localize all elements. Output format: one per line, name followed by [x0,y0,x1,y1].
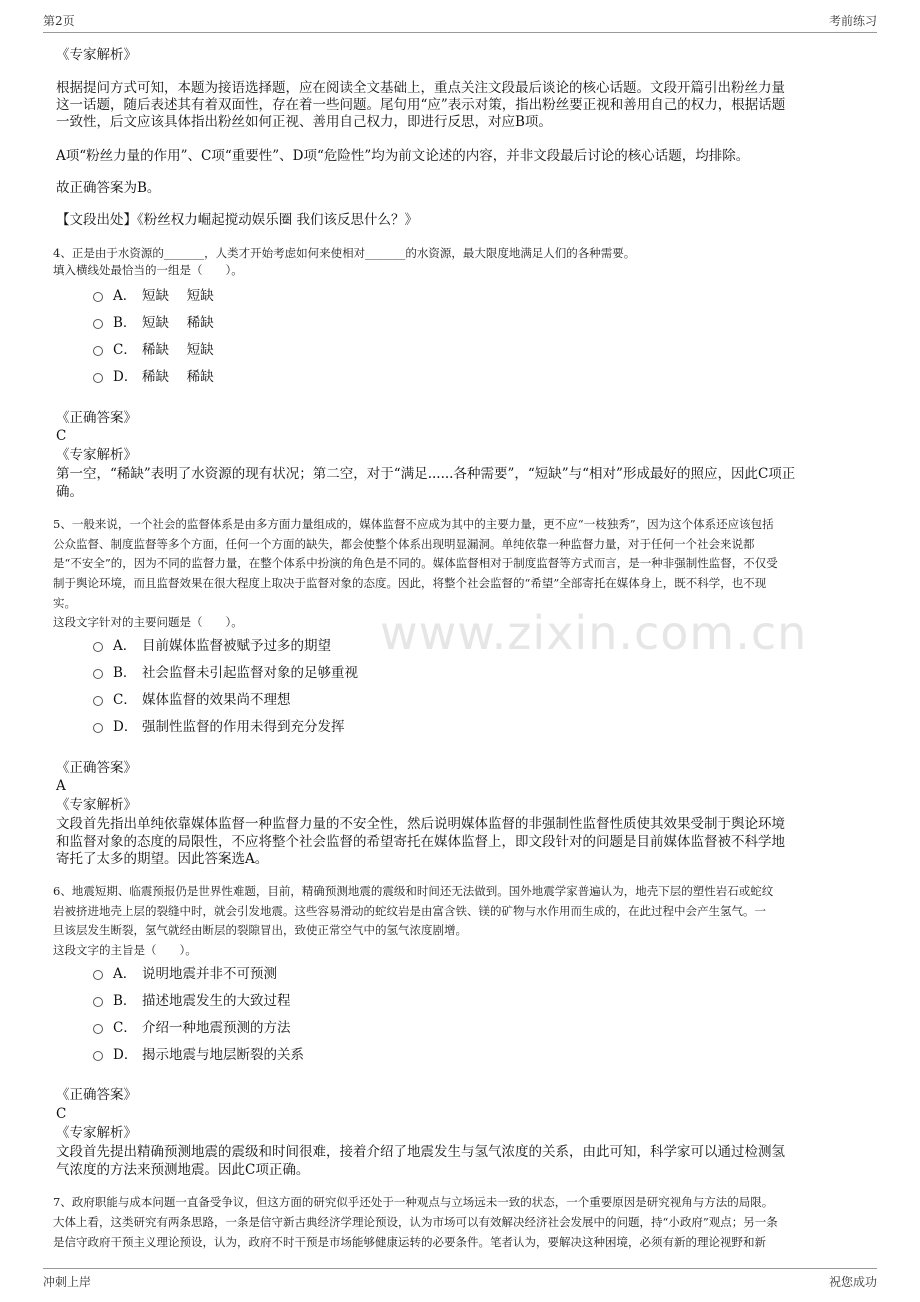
page-number: 第2页 [43,14,75,28]
radio-icon[interactable] [93,723,103,733]
q6-option-b[interactable]: B． 描述地震发生的大致过程 [93,993,291,1010]
q4-option-d[interactable]: D． 稀缺 稀缺 [93,369,214,386]
q4-option-a[interactable]: A． 短缺 短缺 [93,288,214,305]
radio-icon[interactable] [93,319,103,329]
q3-analysis-line3: 一致性，后文应该具体指出粉丝如何正视、善用自己权力，即进行反思，对应B项。 [56,114,552,130]
q4-answer-label: 《正确答案》 [56,410,137,426]
q5-analysis-line1: 文段首先指出单纯依靠媒体监督一种监督力量的不安全性，然后说明媒体监督的非强制性监督性质使其效果受制于舆论环境 [56,816,785,832]
radio-icon[interactable] [93,642,103,652]
q5-analysis-line2: 和监督对象的态度的局限性，不应将整个社会监督的希望寄托在媒体监督上，即文段针对的问题是目前媒体监督被不科学地 [56,834,785,850]
watermark: www.zixin.com.cn [380,606,808,660]
radio-icon[interactable] [93,970,103,980]
radio-icon[interactable] [93,373,103,383]
q6-stem-line1: 6、地震短期、临震预报仍是世界性难题，目前，精确预测地震的震级和时间还无法做到。国外地震学家普遍认为，地壳下层的塑性岩石或蛇纹 [53,884,774,898]
q5-stem-line4: 制于舆论环境，而且监督效果在很大程度上取决于监督对象的态度。因此，将整个社会监督的“希望”全部寄托在媒体身上，既不科学，也不现 [53,576,767,590]
q5-stem-line6: 这段文字针对的主要问题是（ ）。 [53,615,243,629]
q5-stem-line1: 5、一般来说，一个社会的监督体系是由多方面力量组成的，媒体监督不应成为其中的主要力量，更不应“一枝独秀”，因为这个体系还应该包括 [53,517,774,531]
radio-icon[interactable] [93,669,103,679]
q5-option-c[interactable]: C． 媒体监督的效果尚不理想 [93,692,291,709]
q4-analysis-line1: 第一空，“稀缺”表明了水资源的现有状况；第二空，对于“满足......各种需要”，“短缺”与“相对”形成最好的照应，因此C项正 [56,466,796,482]
q4-expert-label: 《专家解析》 [56,447,137,463]
radio-icon[interactable] [93,346,103,356]
q6-stem-line2: 岩被挤进地壳上层的裂缝中时，就会引发地震。这些容易滑动的蛇纹岩是由富含铁、镁的矿物与水作用而生成的，在此过程中会产生氢气。一 [53,904,766,918]
q5-option-b[interactable]: B． 社会监督未引起监督对象的足够重视 [93,665,358,682]
q6-stem-line4: 这段文字的主旨是（ ）。 [53,943,197,957]
q4-stem-line2: 填入横线处最恰当的一组是（ ）。 [53,263,243,277]
q6-option-d[interactable]: D． 揭示地震与地层断裂的关系 [93,1047,304,1064]
q5-answer-label: 《正确答案》 [56,760,137,776]
radio-icon[interactable] [93,1024,103,1034]
q6-expert-label: 《专家解析》 [56,1125,137,1141]
q6-answer: C [56,1106,67,1122]
q6-answer-label: 《正确答案》 [56,1087,137,1103]
q5-stem-line2: 公众监督、制度监督等多个方面，任何一个方面的缺失，都会使整个体系出现明显漏洞。单纯依靠一种监督力量，对于任何一个社会来说都 [53,537,755,551]
q4-answer: C [56,428,67,444]
radio-icon[interactable] [93,1051,103,1061]
q3-source: 【文段出处】《粉丝权力崛起搅动娱乐圈 我们该反思什么？》 [56,212,419,228]
q4-stem-line1: 4、正是由于水资源的_______，人类才开始考虑如何来使相对_______的水资源，最大限度地满足人们的各种需要。 [53,246,636,260]
q4-option-b[interactable]: B． 短缺 稀缺 [93,315,214,332]
q3-analysis-p3: 故正确答案为B。 [56,180,161,196]
q7-stem-line1: 7、政府职能与成本问题一直备受争议，但这方面的研究似乎还处于一种观点与立场远未一致的状态，一个重要原因是研究视角与方法的局限。 [53,1195,774,1209]
q7-stem-line3: 是信守政府干预主义理论预设，认为，政府不时干预是市场能够健康运转的必要条件。笔者认为，要解决这种困境，必须有新的理论视野和新 [53,1235,766,1249]
q5-analysis-line3: 寄托了太多的期望。因此答案选A。 [56,851,269,867]
q5-option-a[interactable]: A． 目前媒体监督被赋予过多的期望 [93,638,331,655]
q6-stem-line3: 旦该层发生断裂，氢气就经由断层的裂隙冒出，致使正常空气中的氢气浓度剧增。 [53,923,467,937]
q4-analysis-line2: 确。 [56,484,83,500]
header-title: 考前练习 [828,14,877,28]
q6-option-c[interactable]: C． 介绍一种地震预测的方法 [93,1020,291,1037]
q5-stem-line3: 是“不安全”的，因为不同的监督力量，在整个体系中扮演的角色是不同的。媒体监督相对于制度监督等方式而言，是一种非强制性监督，不仅受 [53,556,778,570]
q5-stem-line5: 实。 [53,596,76,610]
q5-option-d[interactable]: D． 强制性监督的作用未得到充分发挥 [93,719,345,736]
radio-icon[interactable] [93,696,103,706]
q3-expert-label: 《专家解析》 [56,47,137,63]
q5-answer: A [56,778,66,794]
q7-stem-line2: 大体上看，这类研究有两条思路，一条是信守新古典经济学理论预设，认为市场可以有效解决经济社会发展中的问题，持“小政府”观点；另一条 [53,1215,778,1229]
footer-right-text: 祝您成功 [828,1275,877,1289]
q6-analysis-line2: 气浓度的方法来预测地震。因此C项正确。 [56,1162,310,1178]
radio-icon[interactable] [93,292,103,302]
q6-analysis-line1: 文段首先提出精确预测地震的震级和时间很难，接着介绍了地震发生与氢气浓度的关系，由此可知，科学家可以通过检测氢 [56,1144,785,1160]
q6-option-a[interactable]: A． 说明地震并非不可预测 [93,966,277,983]
q4-option-c[interactable]: C． 稀缺 短缺 [93,342,214,359]
q3-analysis-p2: A项“粉丝力量的作用”、C项“重要性”、D项“危险性”均为前文论述的内容，并非文段最后讨论的核心话题，均排除。 [56,148,750,164]
q3-analysis-line1: 根据提问方式可知，本题为接语选择题，应在阅读全文基础上，重点关注文段最后谈论的核心话题。文段开篇引出粉丝力量 [56,80,785,96]
q3-analysis-line2: 这一话题，随后表述其有着双面性，存在着一些问题。尾句用“应”表示对策，指出粉丝要正视和善用自己的权力，根据话题 [56,97,786,113]
footer-left-text: 冲刺上岸 [43,1275,92,1289]
page-header [43,12,877,33]
q5-expert-label: 《专家解析》 [56,797,137,813]
page-footer [43,1268,877,1291]
radio-icon[interactable] [93,997,103,1007]
